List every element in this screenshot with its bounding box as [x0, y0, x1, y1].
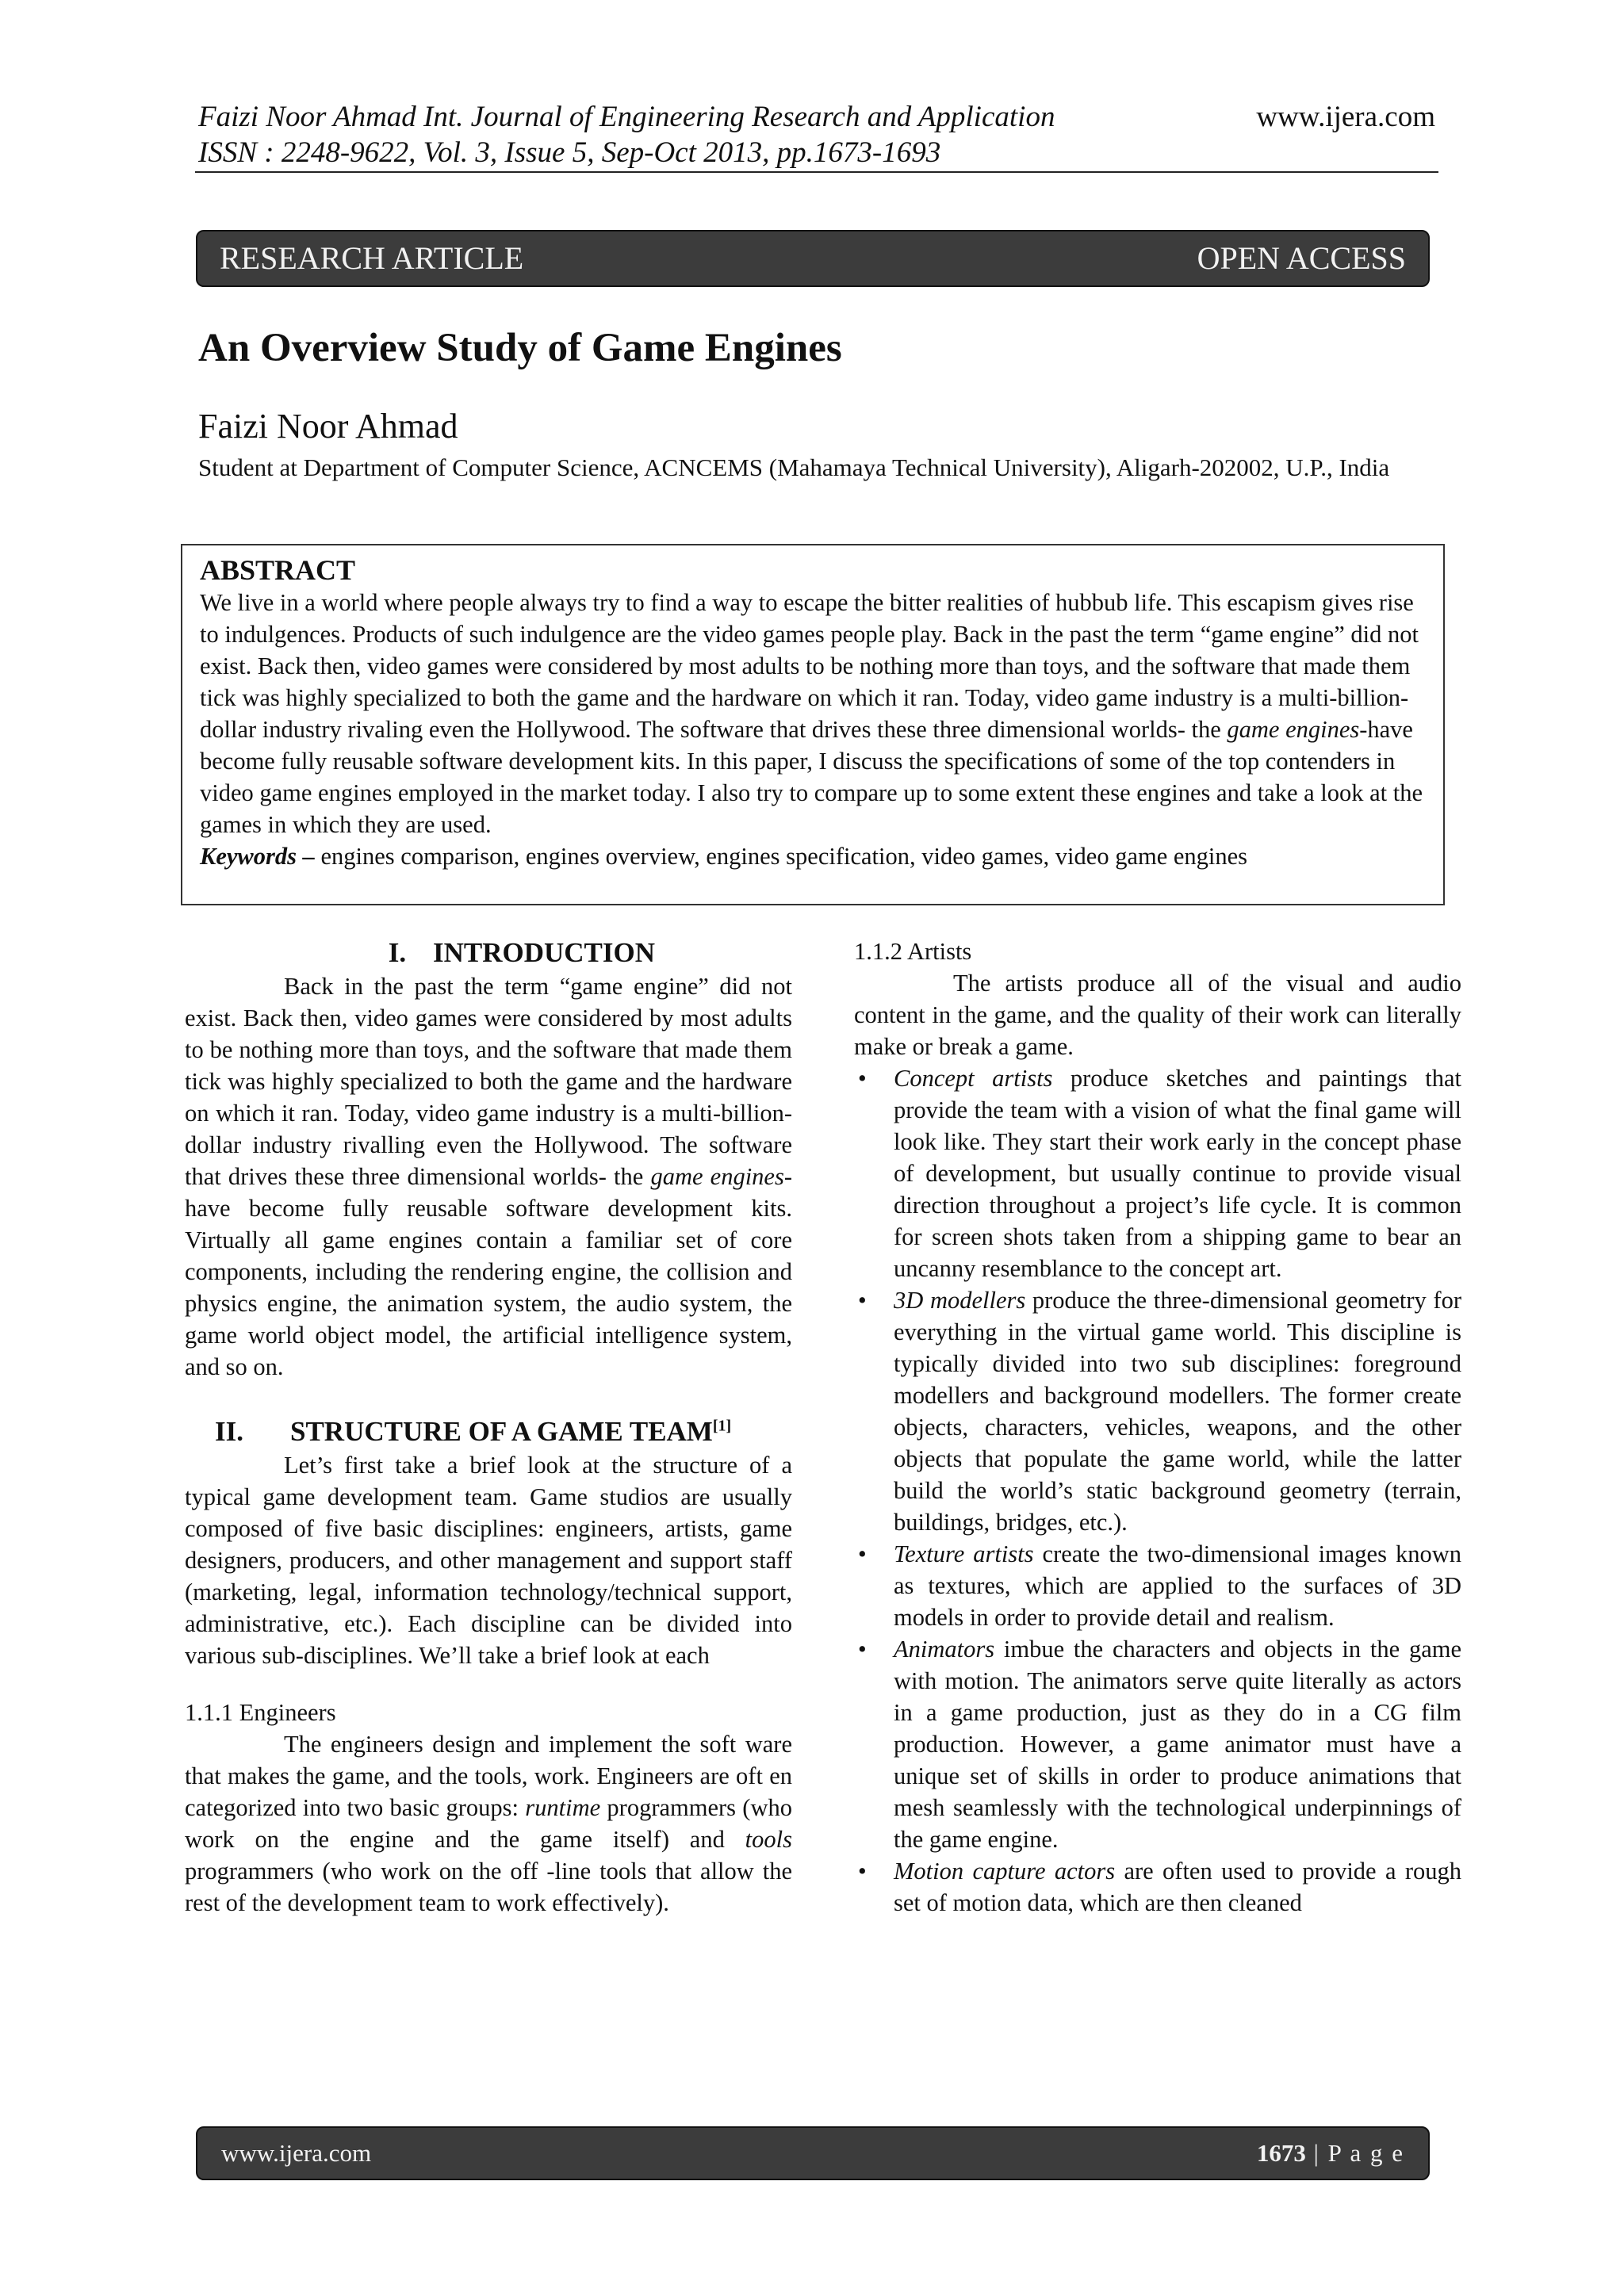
section-heading-introduction: I. INTRODUCTION	[388, 937, 656, 968]
research-article-label: RESEARCH ARTICLE	[220, 240, 524, 276]
header-website-link[interactable]: www.ijera.com	[1256, 101, 1435, 133]
subsection-heading-artists: 1.1.2 Artists	[854, 938, 972, 965]
open-access-label: OPEN ACCESS	[1197, 240, 1406, 276]
page-footer	[196, 2126, 1430, 2180]
engineers-paragraph: The engineers design and implement the soft ware that makes the game, and the tools, work. Engineers are oft en categorized into two basic groups: runtime programmers (who work on the engine and the game itself) and tools programmers (who work on the off -line tools that allow the rest of the development team to work effectively).	[185, 1731, 792, 1916]
journal-line-2: ISSN : 2248-9622, Vol. 3, Issue 5, Sep-Oct 2013, pp.1673-1693	[198, 136, 941, 169]
article-type-banner	[196, 230, 1430, 287]
list-item: • Animators imbue the characters and objects in the game with motion. The animators serve quite literally as actors in a game production, just as they do in a CG film production. However, a game animator must have a unique set of skills in order to produce animations that mesh seamlessly with the technological underpinnings of the game engine.	[854, 1633, 1461, 1855]
bullet-icon: •	[858, 1540, 867, 1567]
game-team-paragraph: Let’s first take a brief look at the structure of a typical game development team. Game studios are usually composed of five basic disciplines: engineers, artists, game designers, producers, and other management and support staff (marketing, legal, information technology/technical support, administrative, etc.). Each discipline can be divided into various sub-disciplines. We’ll take a brief look at each	[185, 1452, 792, 1669]
keywords-label: Keywords –	[200, 843, 315, 870]
abstract-heading: ABSTRACT	[200, 554, 356, 586]
bullet-icon: •	[858, 1287, 867, 1314]
keywords	[200, 840, 1426, 872]
list-item: • Motion capture actors are often used to provide a rough set of motion data, which are then cleaned	[854, 1855, 1461, 1919]
journal-line-1: Faizi Noor Ahmad Int. Journal of Engineering Research and Application	[198, 101, 1055, 133]
footer-website-link[interactable]: www.ijera.com	[221, 2139, 372, 2167]
journal-header	[198, 99, 1055, 170]
abstract-text: We live in a world where people always try to find a way to escape the bitter realities of hubbub life. This escapism gives rise to indulgences. Products of such indulgence are the video games people play. Back in the past the term “game engine” did not exist. Back then, video games were considered by most adults to be nothing more than toys, and the software that made them tick was highly specialized to both the game and the hardware on which it ran. Today, video game industry is a multi-billion-dollar industry rivaling even the Hollywood. The software that drives these three dimensional worlds- the game engines-have become fully reusable software development kits. In this paper, I discuss the specifications of some of the top contenders in video game engines employed in the market today. I also try to compare up to some extent these engines and take a look at the games in which they are used.	[200, 589, 1423, 838]
bullet-icon: •	[858, 1636, 867, 1663]
list-item: • 3D modellers produce the three-dimensional geometry for everything in the virtual game world. This discipline is typically divided into two sub disciplines: foreground modellers and background modellers. The former create objects, characters, vehicles, weapons, and the other objects that populate the game world, while the latter build the world’s static background geometry (terrain, buildings, bridges, etc.).	[854, 1284, 1461, 1538]
reference-marker[interactable]: [1]	[712, 1417, 732, 1435]
bullet-icon: •	[858, 1065, 867, 1092]
keywords-list: engines comparison, engines overview, engines specification, video games, video game engines	[314, 843, 1248, 870]
page-number: 1673 | P a g e	[1256, 2139, 1404, 2167]
artist-roles-list	[854, 1062, 1461, 1919]
header-divider	[195, 171, 1438, 173]
artists-paragraph: The artists produce all of the visual and audio content in the game, and the quality of their work can literally make or break a game.	[854, 970, 1461, 1060]
bullet-icon: •	[858, 1858, 867, 1885]
paper-title: An Overview Study of Game Engines	[198, 326, 842, 370]
left-column	[185, 936, 792, 1919]
subsection-heading-engineers: 1.1.1 Engineers	[185, 1699, 336, 1726]
abstract-box	[181, 544, 1445, 905]
author-affiliation: Student at Department of Computer Science, ACNCEMS (Mahamaya Technical University), Aligarh-202002, U.P., India	[198, 453, 1390, 481]
right-column	[854, 936, 1461, 1919]
section-heading-game-team: II. STRUCTURE OF A GAME TEAM[1]	[215, 1416, 732, 1447]
author-name: Faizi Noor Ahmad	[198, 407, 458, 446]
list-item: • Texture artists create the two-dimensional images known as textures, which are applied to the surfaces of 3D models in order to provide detail and realism.	[854, 1538, 1461, 1633]
list-item: • Concept artists produce sketches and paintings that provide the team with a vision of what the final game will look like. They start their work early in the concept phase of development, but usually continue to provide visual direction throughout a project’s life cycle. It is common for screen shots taken from a shipping game to bear an uncanny resemblance to the concept art.	[854, 1062, 1461, 1284]
introduction-paragraph: Back in the past the term “game engine” did not exist. Back then, video games were considered by most adults to be nothing more than toys, and the software that made them tick was highly specialized to both the game and the hardware on which it ran. Today, video game industry is a multi-billion-dollar industry rivalling even the Hollywood. The software that drives these three dimensional worlds- the game engines-have become fully reusable software development kits. Virtually all game engines contain a familiar set of core components, including the rendering engine, the collision and physics engine, the animation system, the audio system, the game world object model, the artificial intelligence system, and so on.	[185, 973, 793, 1380]
